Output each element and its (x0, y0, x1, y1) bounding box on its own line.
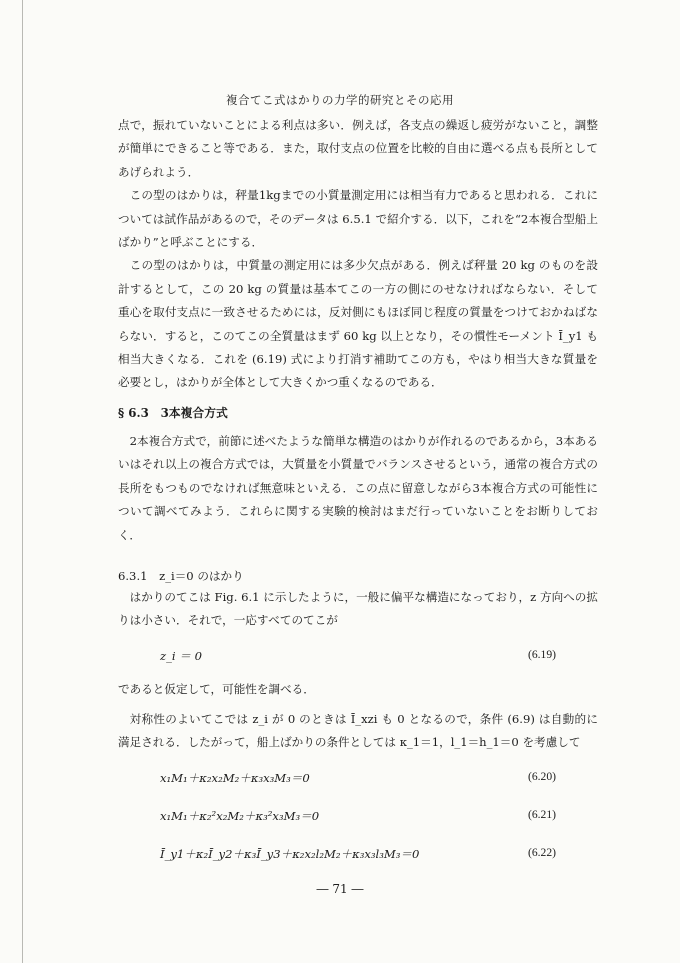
page-number: ― 71 ― (316, 882, 364, 896)
equation-number: (6.19) (527, 648, 556, 661)
equation-text: z_i ＝ 0 (160, 649, 202, 663)
equation-number: (6.21) (527, 808, 556, 821)
equation-6-22 (160, 846, 556, 862)
body-top (118, 114, 598, 395)
equation-6-19 (160, 648, 556, 664)
body-symmetry (118, 708, 598, 755)
paragraph: はかりのてこは Fig. 6.1 に示したように，一般に偏平な構造になっており，z 方向への拡りは小さい．それで，一応すべてのてこが (118, 590, 598, 628)
equation-6-21 (160, 808, 556, 824)
equation-number: (6.22) (527, 846, 556, 859)
running-head: 複合てこ式はかりの力学的研究とその応用 (226, 93, 454, 107)
equation-text: Ī_y1＋κ₂Ī_y2＋κ₃Ī_y3＋κ₂x₂l₂M₂＋κ₃x₃l₃M₃＝0 (160, 847, 420, 861)
equation-6-20 (160, 770, 556, 786)
subsection-heading: 6.3.1 z_i＝0 のはかり (118, 569, 244, 583)
paragraph: 対称性のよいてこでは z_i が 0 のときは Ī_xzi も 0 となるので，条件 (6.9) は自動的に満足される．したがって，船上ばかりの条件としては κ_1＝1，l_1＝h_1＝0 を考慮して (118, 712, 598, 750)
paragraph: 2本複合方式で，前節に述べたような簡単な構造のはかりが作れるのであるから，3本あるいはそれ以上の複合方式では，大質量を小質量でバランスさせるという，通常の複合方式の長所をもつものでなければ無意味といえる．この点に留意しながら3本複合方式の可能性について調べてみよう．これらに関する実験的検討はまだ行っていないことをお断りしておく． (118, 434, 598, 542)
section-heading: § 6.3 3本複合方式 (118, 406, 228, 420)
equation-text: x₁M₁＋κ₂x₂M₂＋κ₃x₃M₃＝0 (160, 771, 310, 785)
paragraph: 点で，振れていないことによる利点は多い．例えば，各支点の繰返し疲労がないこと，調整が簡単にできること等である．また，取付支点の位置を比較的自由に選べる点も長所としてあげられよう． (118, 118, 598, 179)
equation-number: (6.20) (527, 770, 556, 783)
paragraph: この型のはかりは，秤量1kgまでの小質量測定用には相当有力であると思われる．これについては試作品があるので，そのデータは 6.5.1 で紹介する．以下，これを“2本複合型船上ばかり”と呼ぶことにする． (118, 188, 598, 250)
body-subsection (118, 586, 598, 633)
body-after-619 (118, 678, 598, 701)
paragraph: この型のはかりは，中質量の測定用には多少欠点がある．例えば秤量 20 kg のものを設計するとして，この 20 kg の質量は基本てこの一方の側にのせなければならない．そして重心を取付支点に一致させるためには，反対側にもほぼ同じ程度の質量をつけておかねばならない．すると，このてこの全質量はまず 60 kg 以上となり，その慣性モーメント Ī_y1 も相当大きくなる．これを (6.19) 式により打消す補助てこの方も，やはり相当大きな質量を必要とし，はかりが全体として大きくかつ重くなるのである． (118, 258, 598, 390)
paragraph: であると仮定して，可能性を調べる． (118, 682, 315, 696)
body-section (118, 430, 598, 547)
equation-text: x₁M₁＋κ₂²x₂M₂＋κ₃²x₃M₃＝0 (160, 809, 320, 823)
binding-line (22, 0, 23, 963)
